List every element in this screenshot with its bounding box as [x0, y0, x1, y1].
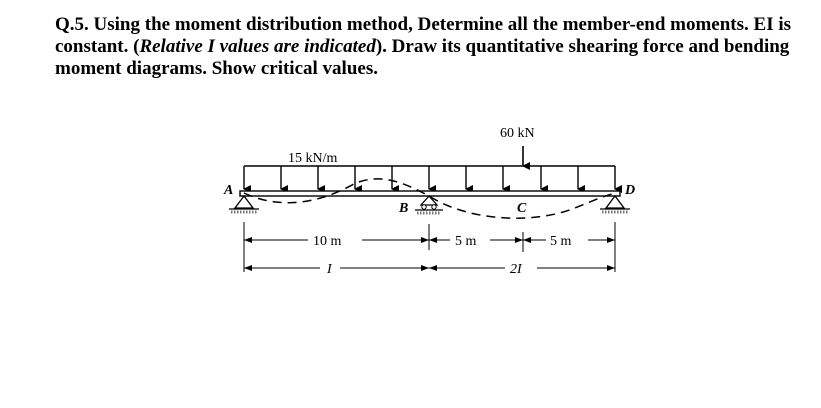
inertia-ab-label: I [327, 262, 332, 277]
support-a [229, 196, 259, 212]
udl-arrows [244, 166, 615, 189]
span-ab-label: 10 m [313, 234, 342, 249]
span-bc-label: 5 m [455, 234, 477, 249]
question-part-3: ). Draw its quantitative shearing force and bending moment diagrams. Show critical values. [55, 36, 790, 79]
node-label-c: C [517, 201, 527, 216]
support-d [600, 196, 630, 212]
question-part-1: Q.5. Using the moment distribution method, Determine all the member-end moments. EI is constant. ( [55, 14, 792, 57]
beam [240, 191, 620, 196]
node-label-b: B [399, 201, 409, 216]
inertia-bd-label: 2I [510, 262, 522, 277]
question-part-2-italic: Relative I values are indicated [139, 36, 376, 57]
span-cd-label: 5 m [550, 234, 572, 249]
node-label-a: A [224, 183, 234, 198]
udl-label: 15 kN/m [288, 151, 338, 166]
node-label-d: D [625, 183, 636, 198]
support-b [415, 196, 443, 213]
point-load-label: 60 kN [500, 126, 535, 141]
